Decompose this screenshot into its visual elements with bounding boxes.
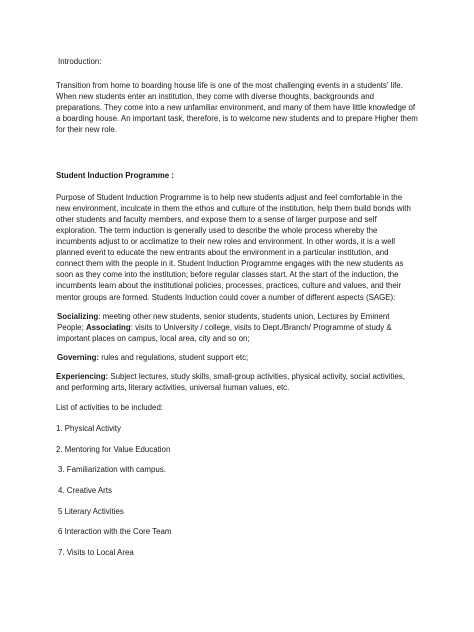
list-item: 1. Physical Activity xyxy=(56,423,121,433)
activities-list xyxy=(56,423,418,558)
aspect-governing xyxy=(56,352,418,363)
intro-heading: Introduction: xyxy=(58,57,102,66)
aspect-text-experiencing: Subject lectures, study skills, small-group activities, physical activity, social activities, and performing arts, literary activities, universal human values, etc. xyxy=(56,371,405,393)
aspect-socializing-associating xyxy=(56,311,418,344)
aspect-text-socializing: : meeting other new students, senior students, students union, Lectures by Eminent People; xyxy=(57,311,390,332)
aspect-label-governing: Governing: xyxy=(57,352,100,362)
aspect-text-governing: rules and regulations, student support etc; xyxy=(99,352,249,362)
list-item: 5 Literary Activities xyxy=(58,506,124,516)
activities-list-intro: List of activities to be included: xyxy=(56,403,164,413)
list-item: 7. Visits to Local Area xyxy=(58,547,134,557)
list-item: 6 Interaction with the Core Team xyxy=(58,527,172,537)
intro-paragraph: Transition from home to boarding house life is one of the most challenging events in a students' life. When new students enter an institution, they come with diverse thoughts, backgrounds and preparations. They come into a new unfamiliar environment, and many of them have little knowledge of a boarding house. An important task, therefore, is to welcome new students and to prepare Higher them for their new role. xyxy=(56,81,418,135)
aspect-label-experiencing: Experiencing: xyxy=(56,371,109,381)
aspect-label-socializing: Socializing xyxy=(57,311,99,321)
list-item: 4. Creative Arts xyxy=(58,485,112,495)
induction-paragraph: Purpose of Student Induction Programme is to help new students adjust and feel comfortable in the new environment, inculcate in them the ethos and culture of the institution, help them build bonds with other students and faculty members, and expose them to a sense of larger purpose and self exploration. The term induction is generally used to describe the whole process whereby the incumbents adjust to or acclimatize to their new roles and environment. In other words, it is a well planned event to educate the new entrants about the environment in a particular institution, and connect them with the people in it. Student Induction Programme engages with the new students as soon as they come into the institution; before regular classes start. At the start of the induction, the incumbents learn about the institutional policies, processes, practices, culture and values, and their mentor groups are formed. Students Induction could cover a number of different aspects (SAGE): xyxy=(56,192,411,302)
list-item: 3. Familiarization with campus. xyxy=(58,465,166,475)
list-item: 2. Mentoring for Value Education xyxy=(56,444,171,454)
aspect-label-associating: Associating xyxy=(85,322,131,332)
section-heading-induction: Student Induction Programme : xyxy=(56,170,174,180)
aspect-experiencing xyxy=(56,371,418,393)
aspect-text-associating: : visits to University / college, visits to Dept./Branch/ Programme of study & important places on campus, local area, city and so on; xyxy=(57,322,392,343)
